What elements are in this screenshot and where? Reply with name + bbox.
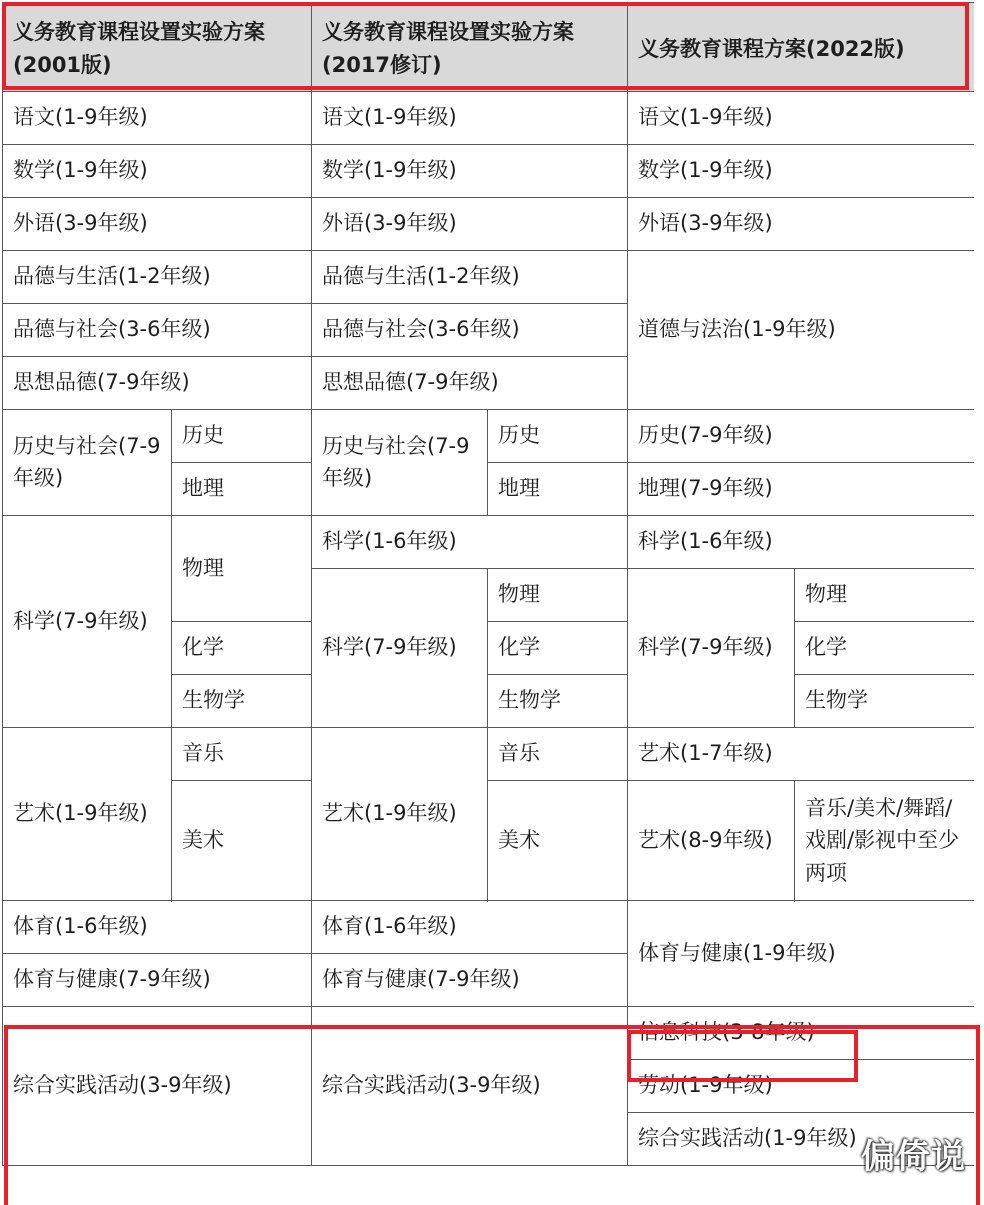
cell-moral1-2001: 品德与生活(1-2年级) [3,251,312,304]
cell-science-lower-2017: 科学(1-6年级) [312,516,628,569]
table-row [3,92,975,145]
cell-history-society-2017: 历史与社会(7-9年级) [312,410,488,516]
cell-practice-2022: 综合实践活动(1-9年级) [628,1113,975,1166]
table-row [3,516,975,569]
cell-history-society-2001: 历史与社会(7-9年级) [3,410,172,516]
cell-info-tech-2022: 信息科技(3-8年级) [628,1007,975,1060]
cell-music-2001: 音乐 [172,728,312,781]
cell-fine-arts-2017: 美术 [488,781,628,901]
cell-practice-2001: 综合实践活动(3-9年级) [3,1007,312,1166]
cell-chinese-2022: 语文(1-9年级) [628,92,975,145]
cell-foreign-2001: 外语(3-9年级) [3,198,312,251]
cell-pe-2017: 体育(1-6年级) [312,901,628,954]
cell-foreign-2017: 外语(3-9年级) [312,198,628,251]
cell-chemistry-2001: 化学 [172,622,312,675]
cell-geography-2017: 地理 [488,463,628,516]
cell-history-2022: 历史(7-9年级) [628,410,975,463]
cell-biology-2017: 生物学 [488,675,628,728]
cell-moral3-2017: 思想品德(7-9年级) [312,357,628,410]
cell-biology-2001: 生物学 [172,675,312,728]
cell-science-upper-2017: 科学(7-9年级) [312,569,488,728]
table-row [3,198,975,251]
cell-geography-2001: 地理 [172,463,312,516]
cell-chinese-2001: 语文(1-9年级) [3,92,312,145]
cell-science-lower-2022: 科学(1-6年级) [628,516,975,569]
cell-physics-2017: 物理 [488,569,628,622]
cell-practice-2017: 综合实践活动(3-9年级) [312,1007,628,1166]
cell-arts-2001: 艺术(1-9年级) [3,728,172,901]
page-edge [974,0,984,1200]
cell-moral1-2017: 品德与生活(1-2年级) [312,251,628,304]
cell-science-2001: 科学(7-9年级) [3,516,172,728]
cell-arts-lower-2022: 艺术(1-7年级) [628,728,975,781]
cell-science-upper-2022: 科学(7-9年级) [628,569,795,728]
curriculum-table [2,2,975,1166]
table-row [3,410,975,463]
table-row [3,1007,975,1060]
cell-biology-2022: 生物学 [795,675,975,728]
cell-pe-health-2001: 体育与健康(7-9年级) [3,954,312,1007]
cell-labor-2022: 劳动(1-9年级) [628,1060,975,1113]
cell-pe-2022: 体育与健康(1-9年级) [628,901,975,1007]
cell-fine-arts-2001: 美术 [172,781,312,901]
cell-math-2017: 数学(1-9年级) [312,145,628,198]
header-2022: 义务教育课程方案(2022版) [628,3,975,92]
header-2017: 义务教育课程设置实验方案(2017修订) [312,3,628,92]
table-row [3,251,975,304]
table-row [3,145,975,198]
cell-moral3-2001: 思想品德(7-9年级) [3,357,312,410]
cell-foreign-2022: 外语(3-9年级) [628,198,975,251]
cell-moral-2022: 道德与法治(1-9年级) [628,251,975,410]
cell-chemistry-2017: 化学 [488,622,628,675]
cell-chinese-2017: 语文(1-9年级) [312,92,628,145]
table-row [3,728,975,781]
cell-moral2-2001: 品德与社会(3-6年级) [3,304,312,357]
cell-moral2-2017: 品德与社会(3-6年级) [312,304,628,357]
table-row [3,901,975,954]
cell-history-2017: 历史 [488,410,628,463]
table-header-row [3,3,975,92]
cell-physics-2001: 物理 [172,516,312,622]
cell-geography-2022: 地理(7-9年级) [628,463,975,516]
cell-pe-health-2017: 体育与健康(7-9年级) [312,954,628,1007]
cell-pe-2001: 体育(1-6年级) [3,901,312,954]
cell-arts-options-2022: 音乐/美术/舞蹈/戏剧/影视中至少两项 [795,781,975,901]
cell-history-2001: 历史 [172,410,312,463]
cell-arts-2017: 艺术(1-9年级) [312,728,488,901]
cell-arts-upper-2022: 艺术(8-9年级) [628,781,795,901]
watermark: 偏倚说 [861,1137,966,1177]
cell-chemistry-2022: 化学 [795,622,975,675]
cell-music-2017: 音乐 [488,728,628,781]
cell-math-2001: 数学(1-9年级) [3,145,312,198]
header-2001: 义务教育课程设置实验方案(2001版) [3,3,312,92]
cell-math-2022: 数学(1-9年级) [628,145,975,198]
cell-physics-2022: 物理 [795,569,975,622]
